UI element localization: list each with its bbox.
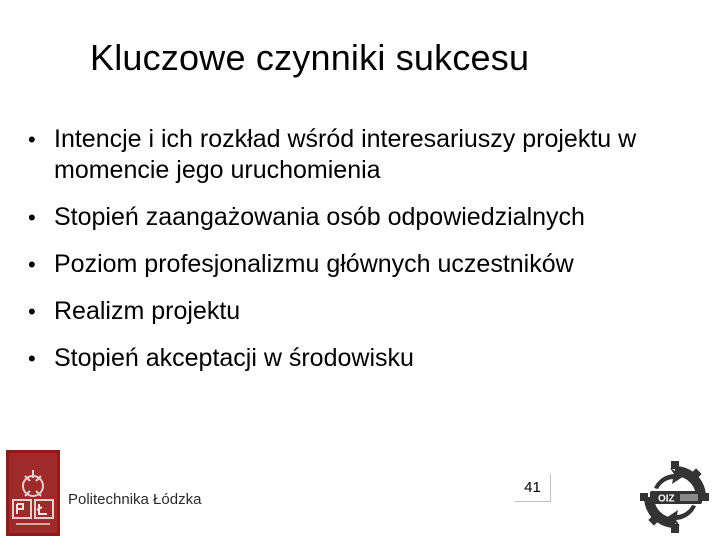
bullet-icon: • — [28, 205, 36, 230]
bullet-item-3 — [28, 249, 708, 280]
bullet-item-5 — [28, 343, 708, 374]
bullet-list — [28, 124, 708, 374]
university-logo — [6, 450, 206, 536]
university-emblem-icon — [6, 450, 60, 536]
slide-title: Kluczowe czynniki sukcesu — [90, 37, 530, 78]
bullet-icon: • — [28, 127, 36, 152]
bullet-text: Stopień zaangażowania osób odpowiedzialnych — [54, 203, 585, 231]
bullet-item-2 — [28, 202, 708, 233]
bullet-text: Stopień akceptacji w środowisku — [54, 344, 414, 372]
bullet-text: Intencje i ich rozkład wśród interesariuszy projektu w momencie jego uruchomienia — [54, 125, 637, 184]
bullet-item-4 — [28, 296, 708, 327]
university-name: Politechnika Łódzka — [68, 491, 202, 508]
bullet-text: Poziom profesjonalizmu głównych uczestników — [54, 250, 574, 278]
bullet-item-1 — [28, 124, 708, 186]
bullet-icon: • — [28, 252, 36, 277]
page-number: 41 — [515, 474, 551, 502]
bullet-text: Realizm projektu — [54, 297, 241, 325]
bullet-icon: • — [28, 346, 36, 371]
bullet-icon: • — [28, 299, 36, 324]
oiz-gear-logo-icon — [636, 460, 714, 534]
oiz-logo-text: OIZ — [658, 493, 675, 505]
